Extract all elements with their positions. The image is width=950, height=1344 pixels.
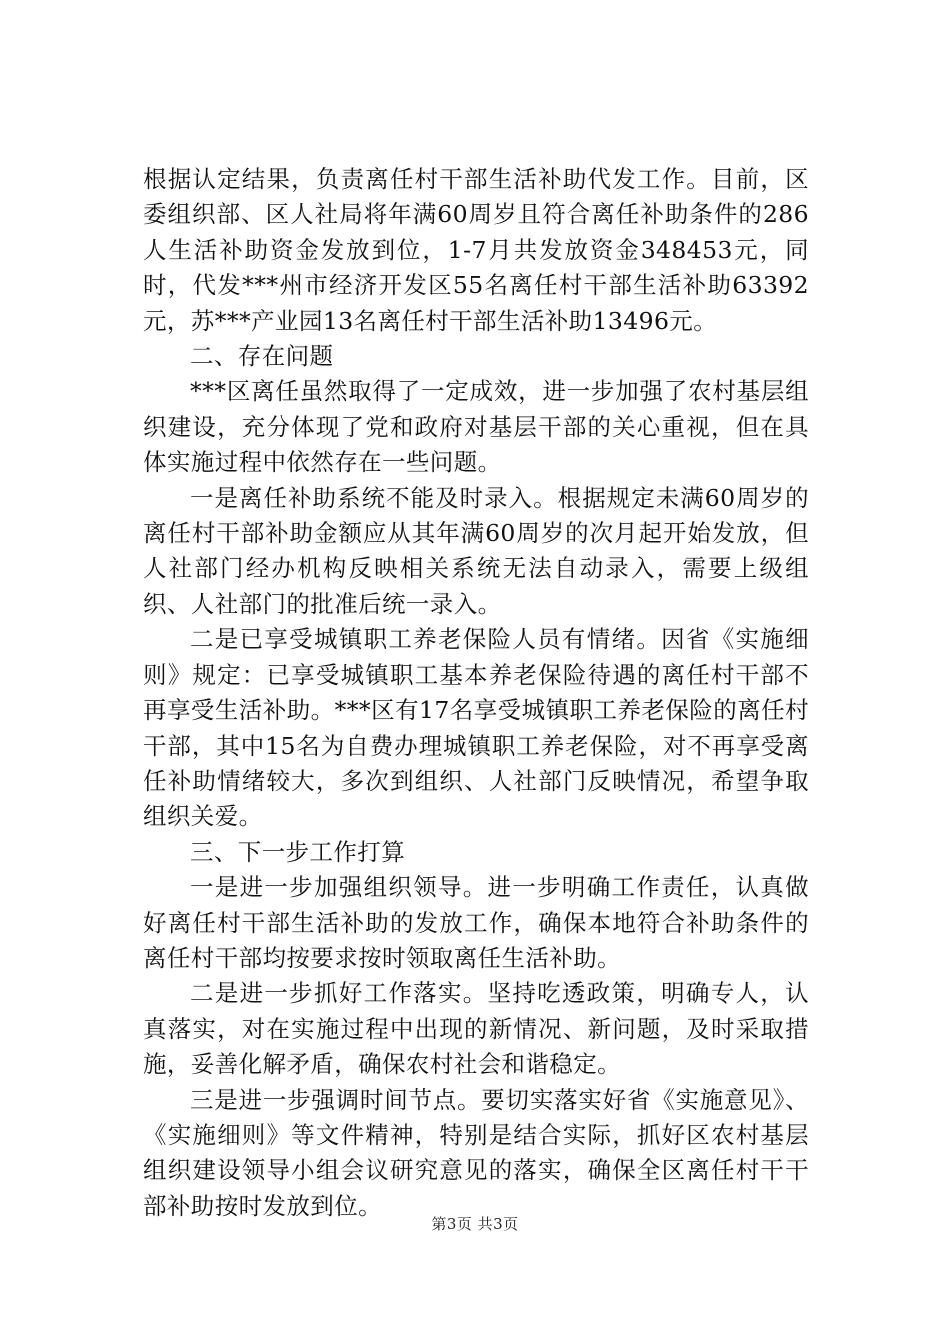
page-number-footer: 第3页 共3页	[431, 1215, 519, 1233]
paragraph-problem-1: 一是离任补助系统不能及时录入。根据规定未满60周岁的离任村干部补助金额应从其年满60周岁的次月起开始发放，但人社部门经办机构反映相关系统无法自动录入，需要上级组织、人社部门的批准后统一录入。	[143, 483, 809, 618]
paragraph-problem-2: 二是已享受城镇职工养老保险人员有情绪。因省《实施细则》规定：已享受城镇职工基本养老保险待遇的离任村干部不再享受生活补助。***区有17名享受城镇职工养老保险的离任村干部，其中15名为自费办理城镇职工养老保险，对不再享受离任补助情绪较大，多次到组织、人社部门反映情况，希望争取组织关爱。	[143, 625, 809, 831]
paragraph-step-1: 一是进一步加强组织领导。进一步明确工作责任，认真做好离任村干部生活补助的发放工作，确保本地符合补助条件的离任村干部均按要求按时领取离任生活补助。	[143, 873, 809, 972]
section-heading-next-steps: 三、下一步工作打算	[190, 837, 406, 866]
document-body	[143, 162, 809, 1224]
paragraph-step-2: 二是进一步抓好工作落实。坚持吃透政策，明确专人，认真落实，对在实施过程中出现的新情况、新问题，及时采取措施，妥善化解矛盾，确保农村社会和谐稳定。	[143, 979, 809, 1079]
paragraph-continuation: 根据认定结果，负责离任村干部生活补助代发工作。目前，区委组织部、区人社局将年满60周岁且符合离任补助条件的286人生活补助资金发放到位，1-7月共发放资金348453元，同时，代发***州市经济开发区55名离任村干部生活补助63392元，苏***产业园13名离任村干部生活补助13496元。	[143, 165, 809, 335]
paragraph-step-3: 三是进一步强调时间节点。要切实落实好省《实施意见》、《实施细则》等文件精神，特别是结合实际，抓好区农村基层组织建设领导小组会议研究意见的落实，确保全区离任村干干部补助按时发放到位。	[143, 1085, 809, 1220]
section-heading-problems: 二、存在问题	[190, 342, 334, 371]
paragraph-problems-intro: ***区离任虽然取得了一定成效，进一步加强了农村基层组织建设，充分体现了党和政府对基层干部的关心重视，但在具体实施过程中依然存在一些问题。	[143, 377, 809, 477]
